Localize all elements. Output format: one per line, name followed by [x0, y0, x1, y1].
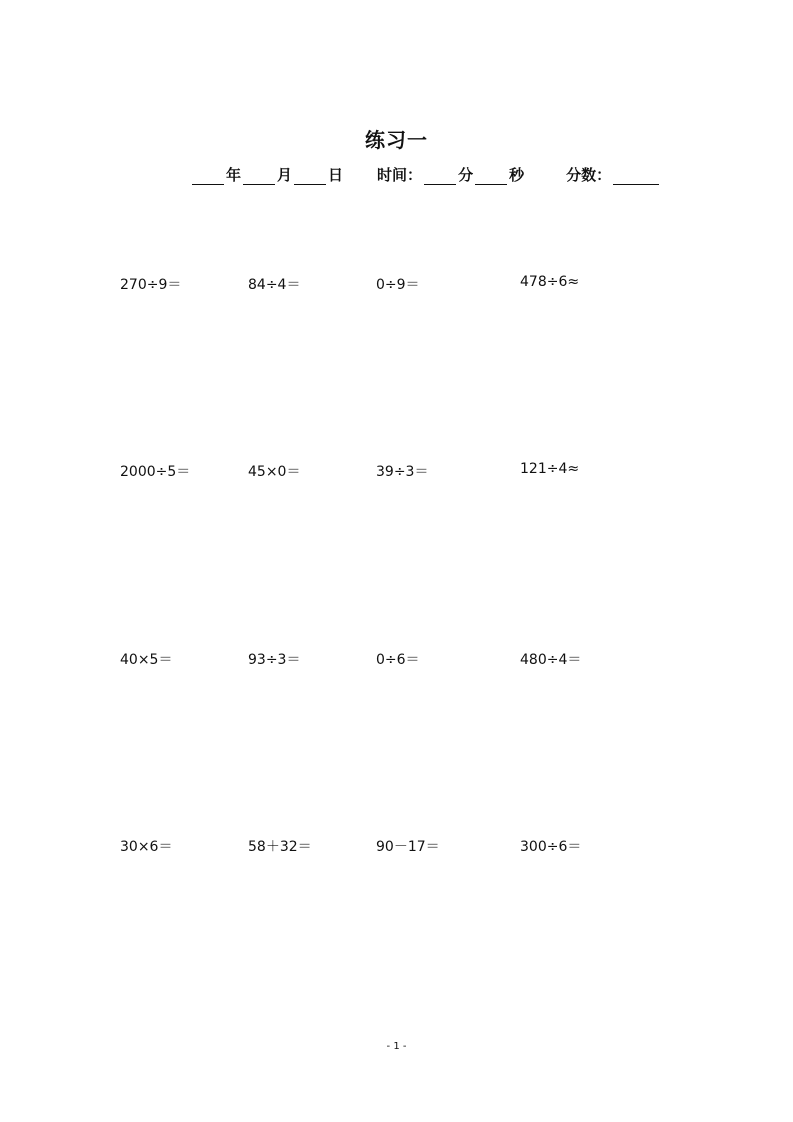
problem-r4-c2: 58＋32＝: [248, 839, 312, 855]
problem-r3-c3: 0÷6＝: [376, 652, 420, 668]
year-label: 年: [226, 166, 242, 184]
problem-r2-c2: 45×0＝: [248, 464, 301, 480]
problem-r2-c4: 121÷4≈: [520, 461, 580, 477]
month-label: 月: [277, 166, 293, 184]
page-number: - 1 -: [386, 1041, 407, 1052]
problem-r1-c3: 0÷9＝: [376, 277, 420, 293]
second-label: 秒: [509, 166, 525, 184]
problem-r4-c3: 90－17＝: [376, 839, 440, 855]
problem-r3-c2: 93÷3＝: [248, 652, 301, 668]
problem-r3-c1: 40×5＝: [120, 652, 173, 668]
day-label: 日: [328, 166, 344, 184]
problem-r4-c1: 30×6＝: [120, 839, 173, 855]
problem-r1-c1: 270÷9＝: [120, 277, 182, 293]
problem-r3-c4: 480÷4＝: [520, 652, 582, 668]
problem-r1-c4: 478÷6≈: [520, 274, 580, 290]
minute-label: 分: [458, 166, 474, 184]
problem-r2-c3: 39÷3＝: [376, 464, 429, 480]
score-label: 分数：: [566, 166, 612, 184]
problem-r4-c4: 300÷6＝: [520, 839, 582, 855]
problem-r2-c1: 2000÷5＝: [120, 464, 191, 480]
problem-r1-c2: 84÷4＝: [248, 277, 301, 293]
time-label: 时间：: [377, 166, 423, 184]
page-title: 练习一: [365, 128, 428, 152]
